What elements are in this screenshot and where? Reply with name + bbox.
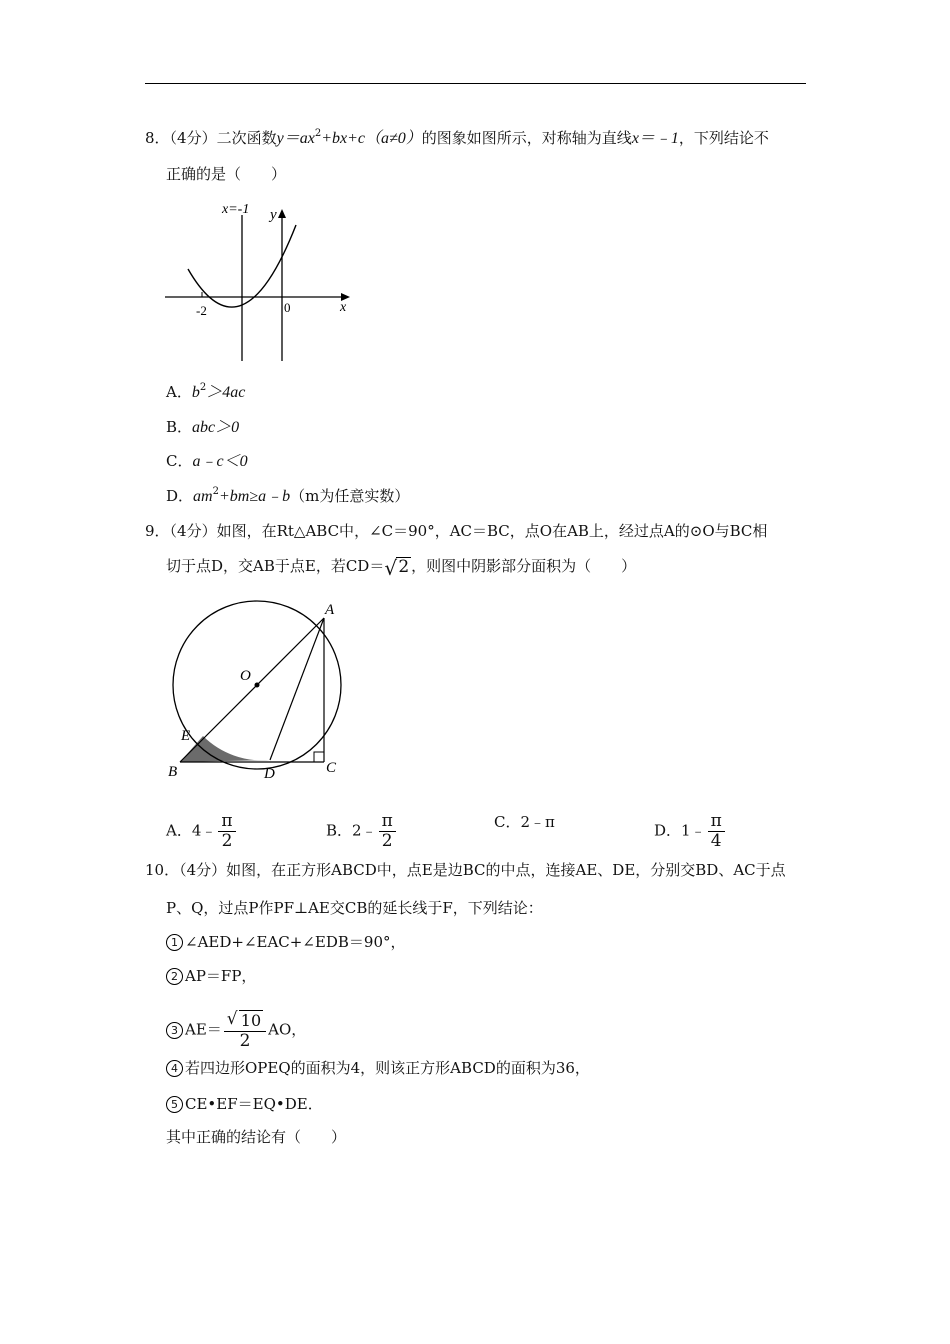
q9-circle-figure [160, 590, 370, 785]
circled-number: 5 [166, 1096, 183, 1113]
q9-option-d[interactable]: D．1﹣ $\frac{\pi}{4}$ [654, 812, 727, 851]
q10-item-5: 5 CE•EF＝EQ•DE． [166, 1094, 323, 1114]
q8-x-label: x [340, 300, 347, 315]
q10-stem-line2: P、Q，过点P作PF⊥AE交CB的延长线于F，下列结论： [166, 899, 543, 917]
q10-item-2: 2 AP＝FP， [166, 966, 256, 986]
q8-tick-0: 0 [284, 300, 291, 315]
q8-tick-neg2: -2 [196, 303, 207, 318]
q10-stem-line1: 10．（4分）如图，在正方形ABCD中，点E是边BC的中点，连接AE、DE，分别交BD、AC于点 [145, 861, 786, 879]
sqrt-2: √ 2 [384, 556, 410, 580]
q8-y-label: y [270, 207, 277, 223]
circled-number: 1 [166, 934, 183, 951]
q9-option-a[interactable]: A．4﹣ $\frac{\pi}{2}$ [166, 812, 238, 851]
q8-parabola-figure [160, 195, 360, 365]
circled-number: 3 [166, 1022, 183, 1039]
q9-label-e: E [181, 728, 191, 744]
q10-item-3: 3 AE＝ √ 10 2 AO， [166, 1010, 306, 1051]
q8-option-b[interactable]: B．abc＞0 [166, 418, 240, 436]
q9-option-b[interactable]: B．2﹣ $\frac{\pi}{2}$ [326, 812, 398, 851]
q8-stem-line2: 正确的是（ ） [166, 165, 287, 183]
q10-item-4: 4 若四边形OPEQ的面积为4，则该正方形ABCD的面积为36， [166, 1058, 590, 1078]
q8-option-a[interactable]: A．$b^2>4ac$ [166, 382, 246, 401]
q9-label-o: O [240, 668, 251, 684]
q9-option-c[interactable]: C．2﹣π [494, 813, 555, 831]
q8-sym-label: x=-1 [222, 202, 250, 217]
q8-option-c[interactable]: C．a﹣c＜0 [166, 452, 248, 470]
header-rule [145, 83, 806, 84]
q8-stem-line1: 8．（4分）二次函数$y=ax^2+bx+c(a\ne 0)$的图象如图所示，对称轴为直线x＝﹣1，下列结论不 [145, 128, 769, 147]
q9-label-c: C [326, 760, 337, 776]
q9-stem-line1: 9．（4分）如图，在Rt△ABC中，∠C＝90°，AC＝BC，点O在AB上，经过点A的⊙O与BC相 [145, 522, 768, 540]
q10-closing: 其中正确的结论有（ ） [166, 1128, 347, 1146]
q9-label-d: D [264, 766, 275, 782]
q9-label-b: B [168, 764, 178, 780]
q8-option-d[interactable]: D．$am^2+bm\ge a﹣b(m$为任意实数） [166, 486, 410, 505]
q9-label-a: A [325, 602, 335, 618]
circled-number: 4 [166, 1060, 183, 1077]
circled-number: 2 [166, 968, 183, 985]
q9-stem-line2: 切于点D，交AB于点E，若CD＝ √ 2 ，则图中阴影部分面积为（ ） [166, 556, 637, 580]
q10-item-1: 1 ∠AED+∠EAC+∠EDB＝90°， [166, 932, 406, 952]
